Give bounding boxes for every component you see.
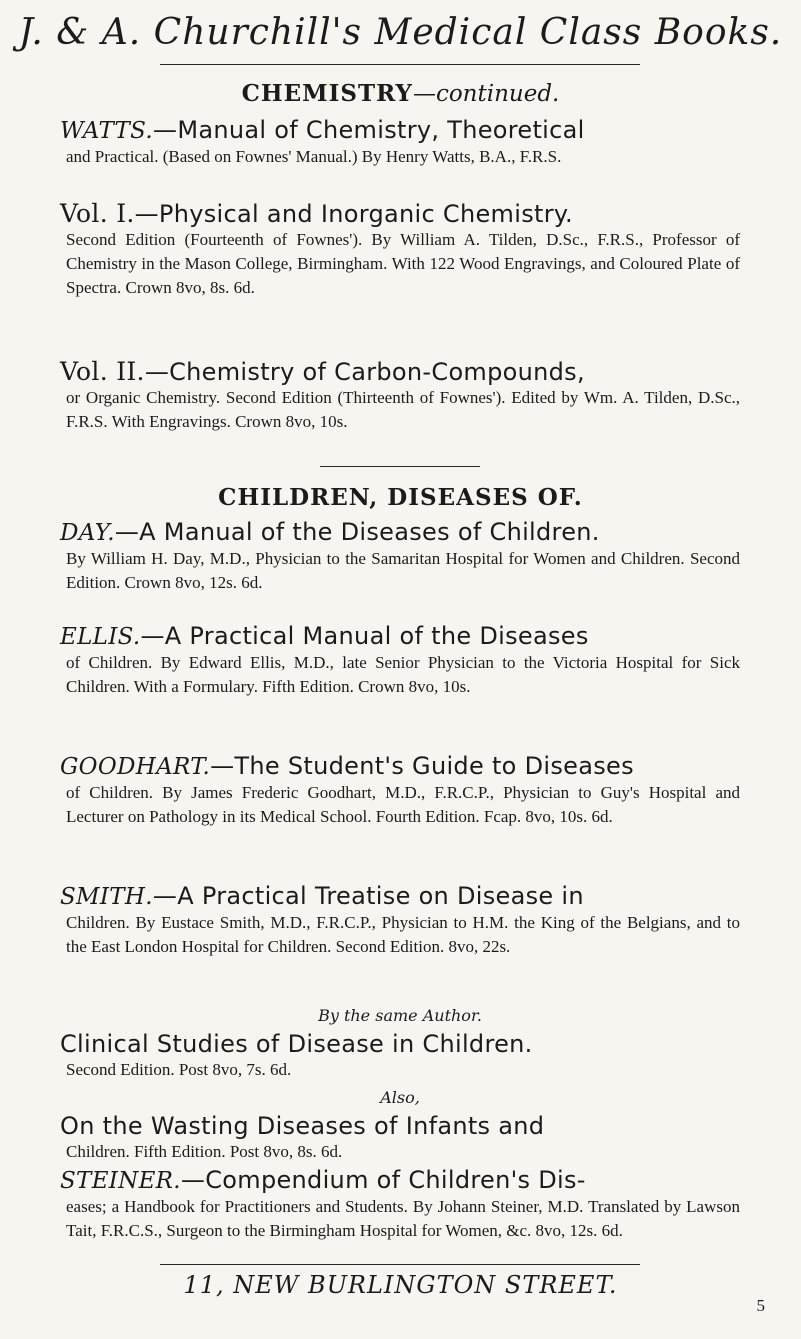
- entry-description: Children. By Eustace Smith, M.D., F.R.C.P., Physician to H.M. the King of the Belgians, and to the East London Hospital for Children. Second Edition. 8vo, 22s.: [66, 913, 740, 956]
- entry-title: —A Practical Manual of the Diseases: [140, 622, 589, 650]
- volume-label: Vol. I.: [60, 199, 135, 228]
- entry-title-line: [60, 882, 740, 911]
- entry-vol-1: [60, 200, 740, 300]
- entry-author: GOODHART.: [60, 754, 211, 780]
- running-head: J. & A. Churchill's Medical Class Books.: [18, 12, 783, 53]
- entry-smith: [60, 882, 740, 959]
- entry-description: Second Edition. Post 8vo, 7s. 6d.: [66, 1060, 292, 1079]
- entry-title: —The Student's Guide to Diseases: [210, 752, 634, 780]
- entry-title: —Physical and Inorganic Chemistry.: [134, 200, 573, 228]
- entry-author: STEINER.: [60, 1168, 181, 1194]
- entry-description: Second Edition (Fourteenth of Fownes'). By William A. Tilden, D.Sc., F.R.S., Professor of Chemistry in the Mason College, Birmingham. With 122 Wood Engravings, and Coloured Plate of Spectra. Crown 8vo, 8s. 6d.: [66, 230, 740, 297]
- entry-ellis: [60, 622, 740, 699]
- section-rule: [320, 466, 480, 467]
- header-rule: [160, 64, 640, 65]
- entry-description: and Practical. (Based on Fownes' Manual.) By Henry Watts, B.A., F.R.S.: [66, 147, 562, 166]
- entry-description: eases; a Handbook for Practitioners and Students. By Johann Steiner, M.D. Translated by Lawson Tait, F.R.C.S., Surgeon to the Birmingham Hospital for Women, &c. 8vo, 12s. 6d.: [66, 1197, 740, 1240]
- entry-title: —A Practical Treatise on Disease in: [152, 882, 584, 910]
- footer-rule: [160, 1264, 640, 1265]
- entry-wasting-diseases: [60, 1112, 740, 1164]
- entry-title-line: [60, 518, 740, 547]
- entry-title: Clinical Studies of Disease in Children.: [60, 1030, 533, 1058]
- same-author-note: [60, 1006, 740, 1025]
- entry-title: On the Wasting Diseases of Infants and: [60, 1112, 545, 1140]
- publisher-address: 11, NEW BURLINGTON STREET.: [183, 1271, 618, 1299]
- entry-title-line: [60, 116, 740, 145]
- entry-author: ELLIS.: [60, 624, 141, 650]
- entry-author: SMITH.: [60, 884, 153, 910]
- entry-title: —Compendium of Children's Dis-: [180, 1166, 586, 1194]
- entry-vol-2: [60, 358, 740, 434]
- entry-description: of Children. By James Frederic Goodhart, M.D., F.R.C.P., Physician to Guy's Hospital and Lecturer on Pathology in its Medical School. Fourth Edition. Fcap. 8vo, 10s. 6d.: [66, 783, 740, 826]
- entry-goodhart: [60, 752, 740, 829]
- entry-title: —Chemistry of Carbon-Compounds,: [144, 358, 585, 386]
- entry-author: WATTS.: [60, 118, 154, 144]
- chemistry-heading: CHEMISTRY: [241, 80, 413, 107]
- entry-title-line: [60, 1166, 740, 1195]
- same-author-text: By the same Author.: [318, 1006, 482, 1025]
- entry-description: or Organic Chemistry. Second Edition (Thirteenth of Fownes'). Edited by Wm. A. Tilden, D.Sc., F.R.S. With Engravings. Crown 8vo, 10s.: [66, 388, 740, 431]
- chemistry-heading-suffix: —continued.: [412, 81, 560, 107]
- entry-description: Children. Fifth Edition. Post 8vo, 8s. 6d.: [66, 1142, 343, 1161]
- also-note: [60, 1088, 740, 1107]
- entry-title-line: [60, 622, 740, 651]
- entry-title: —A Manual of the Diseases of Children.: [114, 518, 600, 546]
- entry-day: [60, 518, 740, 595]
- entry-title: —Manual of Chemistry, Theoretical: [153, 116, 585, 144]
- also-text: Also,: [380, 1088, 420, 1107]
- entry-watts: [60, 116, 740, 169]
- entry-author: DAY.: [60, 520, 115, 546]
- entry-title-line: [60, 200, 740, 228]
- entry-description: By William H. Day, M.D., Physician to the Samaritan Hospital for Women and Children. Second Edition. Crown 8vo, 12s. 6d.: [66, 549, 740, 592]
- entry-clinical-studies: [60, 1030, 740, 1082]
- entry-title-line: [60, 752, 740, 781]
- section-heading-chemistry: [0, 80, 801, 107]
- section-heading-children: CHILDREN, DISEASES OF.: [218, 484, 583, 511]
- entry-title-line: [60, 358, 740, 386]
- entry-description: of Children. By Edward Ellis, M.D., late Senior Physician to the Victoria Hospital for Sick Children. With a Formulary. Fifth Edition. Crown 8vo, 10s.: [66, 653, 740, 696]
- volume-label: Vol. II.: [60, 357, 145, 386]
- entry-steiner: [60, 1166, 740, 1243]
- page-number: 5: [756, 1296, 765, 1315]
